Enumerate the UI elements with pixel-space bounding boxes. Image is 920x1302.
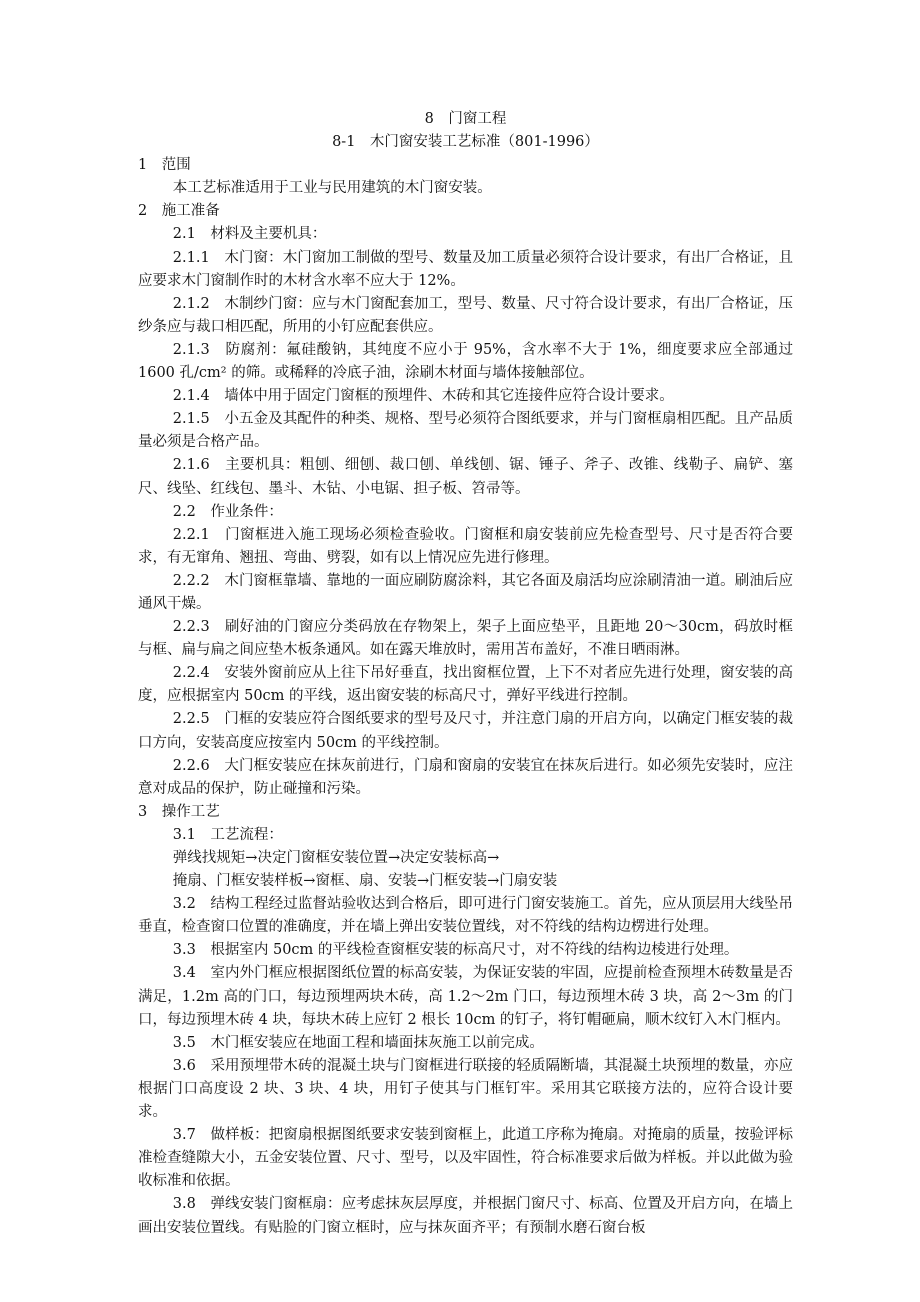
para-2-1-3: 2.1.3 防腐剂：氟硅酸钠，其纯度不应小于 95%，含水率不大于 1%，细度要求应全部通过 1600 孔/cm² 的筛。或稀释的冷底子油，涂刷木材面与墙体接触部位。 [138,341,793,382]
para-2-1-6: 2.1.6 主要机具：粗刨、细刨、裁口刨、单线刨、锯、锤子、斧子、改锥、线勒子、扁铲、塞尺、线坠、红线包、墨斗、木钻、小电锯、担子板、笤帚等。 [138,457,793,497]
chapter-title: 8 门窗工程 [424,111,507,127]
flow-line-1: 弹线找规矩→决定门窗框安装位置→决定安装标高→ [172,850,500,866]
para-3-2: 3.2 结构工程经过监督站验收达到合格后，即可进行门窗安装施工。首先，应从顶层用大线坠吊垂直，检查窗口位置的准确度，并在墙上弹出安装位置线，对不符线的结构边楞进行处理。 [138,896,793,936]
para-2-2-2: 2.2.2 木门窗框靠墙、靠地的一面应刷防腐涂料，其它各面及扇活均应涂刷清油一道。刷油后应通风干燥。 [138,572,793,612]
para-3-4: 3.4 室内外门框应根据图纸位置的标高安装，为保证安装的牢固，应提前检查预埋木砖数量是否满足，1.2m 高的门口，每边预埋两块木砖，高 1.2～2m 门口，每边预埋木砖 3 块，高 2～3m 的门口，每边预埋木砖 4 块，每块木砖上应钉 2 根长 10cm 的钉子，将钉帽砸扁，顺木纹钉入木门框内。 [138,965,793,1028]
para-3-5: 3.5 木门框安装应在地面工程和墙面抹灰施工以前完成。 [172,1034,544,1051]
heading-preparation: 2 施工准备 [138,203,220,220]
para-2-1-5: 2.1.5 小五金及其配件的种类、规格、型号必须符合图纸要求，并与门窗框扇相匹配。且产品质量必须是合格产品。 [138,411,793,451]
subheading-materials: 2.1 材料及主要机具： [172,226,327,243]
para-scope: 本工艺标准适用于工业与民用建筑的木门窗安装。 [172,180,492,197]
para-2-2-3: 2.2.3 刷好油的门窗应分类码放在存物架上，架子上面应垫平，且距地 20～30cm，码放时框与框、扁与扁之间应垫木板条通风。如在露天堆放时，需用苫布盖好，不准日晒雨淋。 [138,619,793,659]
flow-line-2: 掩扇、门框安装样板→窗框、扇、安装→门框安装→门扇安装 [172,873,558,890]
para-2-1-2: 2.1.2 木制纱门窗：应与木门窗配套加工，型号、数量、尺寸符合设计要求，有出厂合格证，压纱条应与裁口相匹配，所用的小钉应配套供应。 [138,295,793,335]
heading-scope: 1 范围 [138,157,191,174]
para-2-2-5: 2.2.5 门框的安装应符合图纸要求的型号及尺寸，并注意门扇的开启方向，以确定门框安装的裁口方向，安装高度应按室内 50cm 的平线控制。 [138,711,793,751]
section-subtitle: 8-1 木门窗安装工艺标准（801-1996） [332,134,599,151]
para-2-2-6: 2.2.6 大门框安装应在抹灰前进行，门扇和窗扇的安装宜在抹灰后进行。如必须先安装时，应注意对成品的保护，防止碰撞和污染。 [138,757,793,797]
para-2-1-1: 2.1.1 木门窗：木门窗加工制做的型号、数量及加工质量必须符合设计要求，有出厂合格证，且应要求木门窗制作时的木材含水率不应大于 12%。 [138,249,793,289]
document-page [138,108,793,1240]
para-3-8: 3.8 弹线安装门窗框扇：应考虑抹灰层厚度，并根据门窗尺寸、标高、位置及开启方向，在墙上画出安装位置线。有贴脸的门窗立框时，应与抹灰面齐平；有预制水磨石窗台板 [138,1196,793,1236]
para-3-7: 3.7 做样板：把窗扇根据图纸要求安装到窗框上，此道工序称为掩扇。对掩扇的质量，按验评标准检查缝隙大小，五金安装位置、尺寸、型号，以及牢固性，符合标准要求后做为样板。并以此做为验收标准和依据。 [138,1127,793,1190]
para-2-2-4: 2.2.4 安装外窗前应从上往下吊好垂直，找出窗框位置，上下不对者应先进行处理，窗安装的高度，应根据室内 50cm 的平线，返出窗安装的标高尺寸，弹好平线进行控制。 [138,665,793,705]
para-2-1-4: 2.1.4 墙体中用于固定门窗框的预埋件、木砖和其它连接件应符合设计要求。 [172,388,674,405]
subheading-conditions: 2.2 作业条件： [172,503,283,520]
para-3-3: 3.3 根据室内 50cm 的平线检查窗框安装的标高尺寸，对不符线的结构边棱进行处理。 [172,942,739,959]
heading-process: 3 操作工艺 [138,803,220,820]
subheading-flow: 3.1 工艺流程： [172,826,283,843]
para-3-6: 3.6 采用预埋带木砖的混凝土块与门窗框进行联接的轻质隔断墙，其混凝土块预埋的数量，亦应根据门口高度设 2 块、3 块、4 块，用钉子使其与门框钉牢。采用其它联接方法的，应符合设计要求。 [138,1057,793,1121]
para-2-2-1: 2.2.1 门窗框进入施工现场必须检查验收。门窗框和扇安装前应先检查型号、尺寸是否符合要求，有无窜角、翘扭、弯曲、劈裂，如有以上情况应先进行修理。 [138,526,793,566]
